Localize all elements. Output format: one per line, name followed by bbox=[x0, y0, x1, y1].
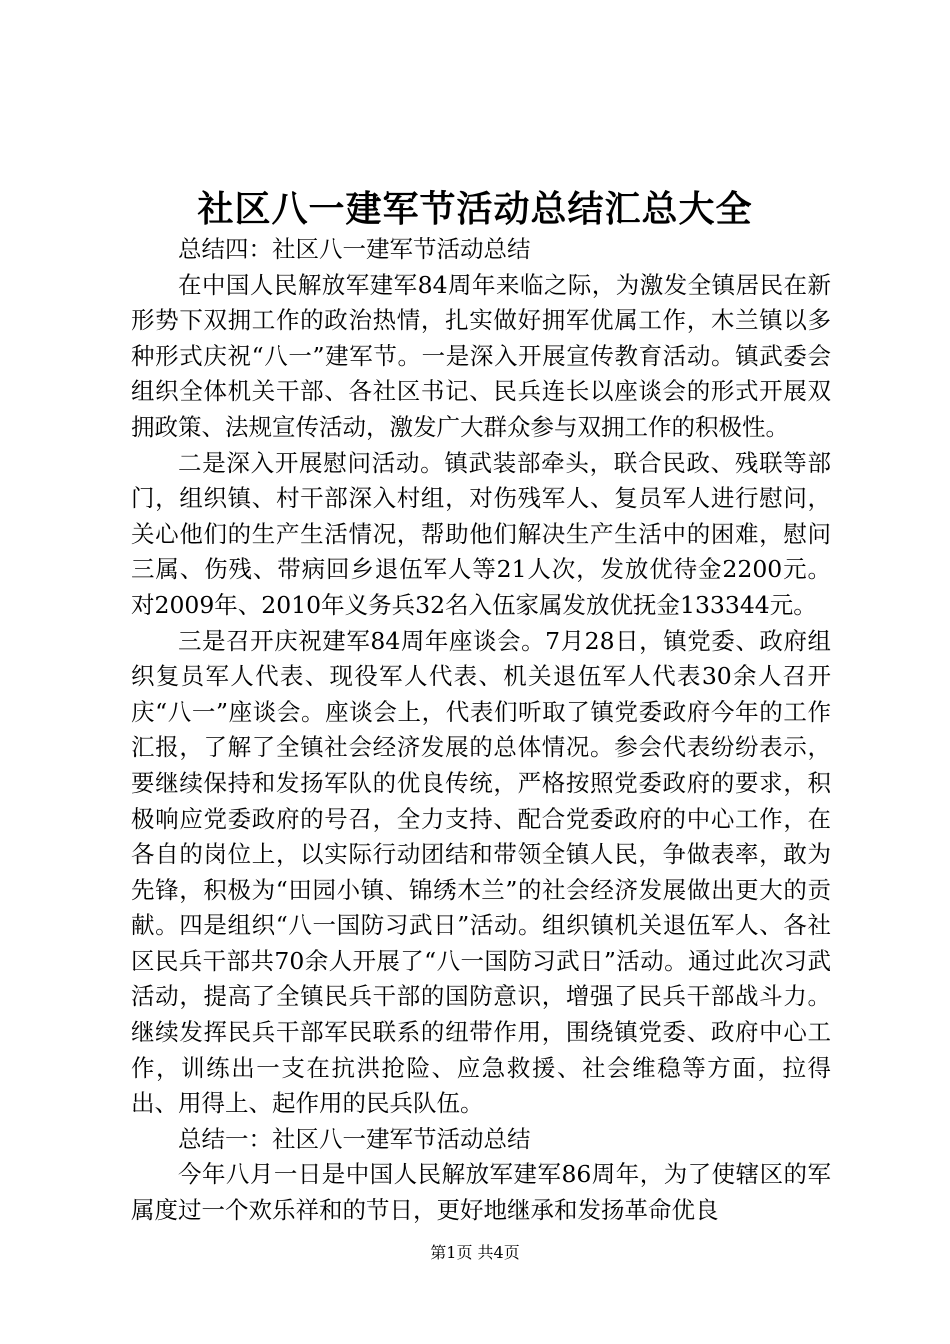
body-paragraph: 二是深入开展慰问活动。镇武装部牵头，联合民政、残联等部门，组织镇、村干部深入村组，对伤残军人、复员军人进行慰问，关心他们的生产生活情况，帮助他们解决生产生活中的困难，慰问三属、伤残、带病回乡退伍军人等21人次，发放优待金2200元。对2009年、2010年义务兵32名入伍家属发放优抚金133344元。 bbox=[131, 448, 831, 619]
body-paragraph: 三是召开庆祝建军84周年座谈会。7月28日，镇党委、政府组织复员军人代表、现役军人代表、机关退伍军人代表30余人召开庆“八一”座谈会。座谈会上，代表们听取了镇党委政府今年的工作汇报，了解了全镇社会经济发展的总体情况。参会代表纷纷表示，要继续保持和发扬军队的优良传统，严格按照党委政府的要求，积极响应党委政府的号召，全力支持、配合党委政府的中心工作，在各自的岗位上，以实际行动团结和带领全镇人民，争做表率，敢为先锋，积极为“田园小镇、锦绣木兰”的社会经济发展做出更大的贡献。四是组织“八一国防习武日”活动。组织镇机关退伍军人、各社区民兵干部共70余人开展了“八一国防习武日”活动。通过此次习武活动，提高了全镇民兵干部的国防意识，增强了民兵干部战斗力。继续发挥民兵干部军民联系的纽带作用，围绕镇党委、政府中心工作，训练出一支在抗洪抢险、应急救援、社会维稳等方面，拉得出、用得上、起作用的民兵队伍。 bbox=[131, 626, 831, 1118]
body-paragraph: 今年八月一日是中国人民解放军建军86周年，为了使辖区的军属度过一个欢乐祥和的节日，更好地继承和发扬革命优良 bbox=[131, 1160, 831, 1225]
body-paragraph: 在中国人民解放军建军84周年来临之际，为激发全镇居民在新形势下双拥工作的政治热情，扎实做好拥军优属工作，木兰镇以多种形式庆祝“八一”建军节。一是深入开展宣传教育活动。镇武委会组织全体机关干部、各社区书记、民兵连长以座谈会的形式开展双拥政策、法规宣传活动，激发广大群众参与双拥工作的积极性。 bbox=[131, 270, 831, 441]
document-body bbox=[131, 232, 831, 1229]
page-footer: 第1页 共4页 bbox=[430, 1243, 520, 1262]
section-heading: 总结四：社区八一建军节活动总结 bbox=[178, 235, 531, 263]
section-heading: 总结一：社区八一建军节活动总结 bbox=[178, 1124, 531, 1153]
document-title: 社区八一建军节活动总结汇总大全 bbox=[197, 188, 753, 230]
